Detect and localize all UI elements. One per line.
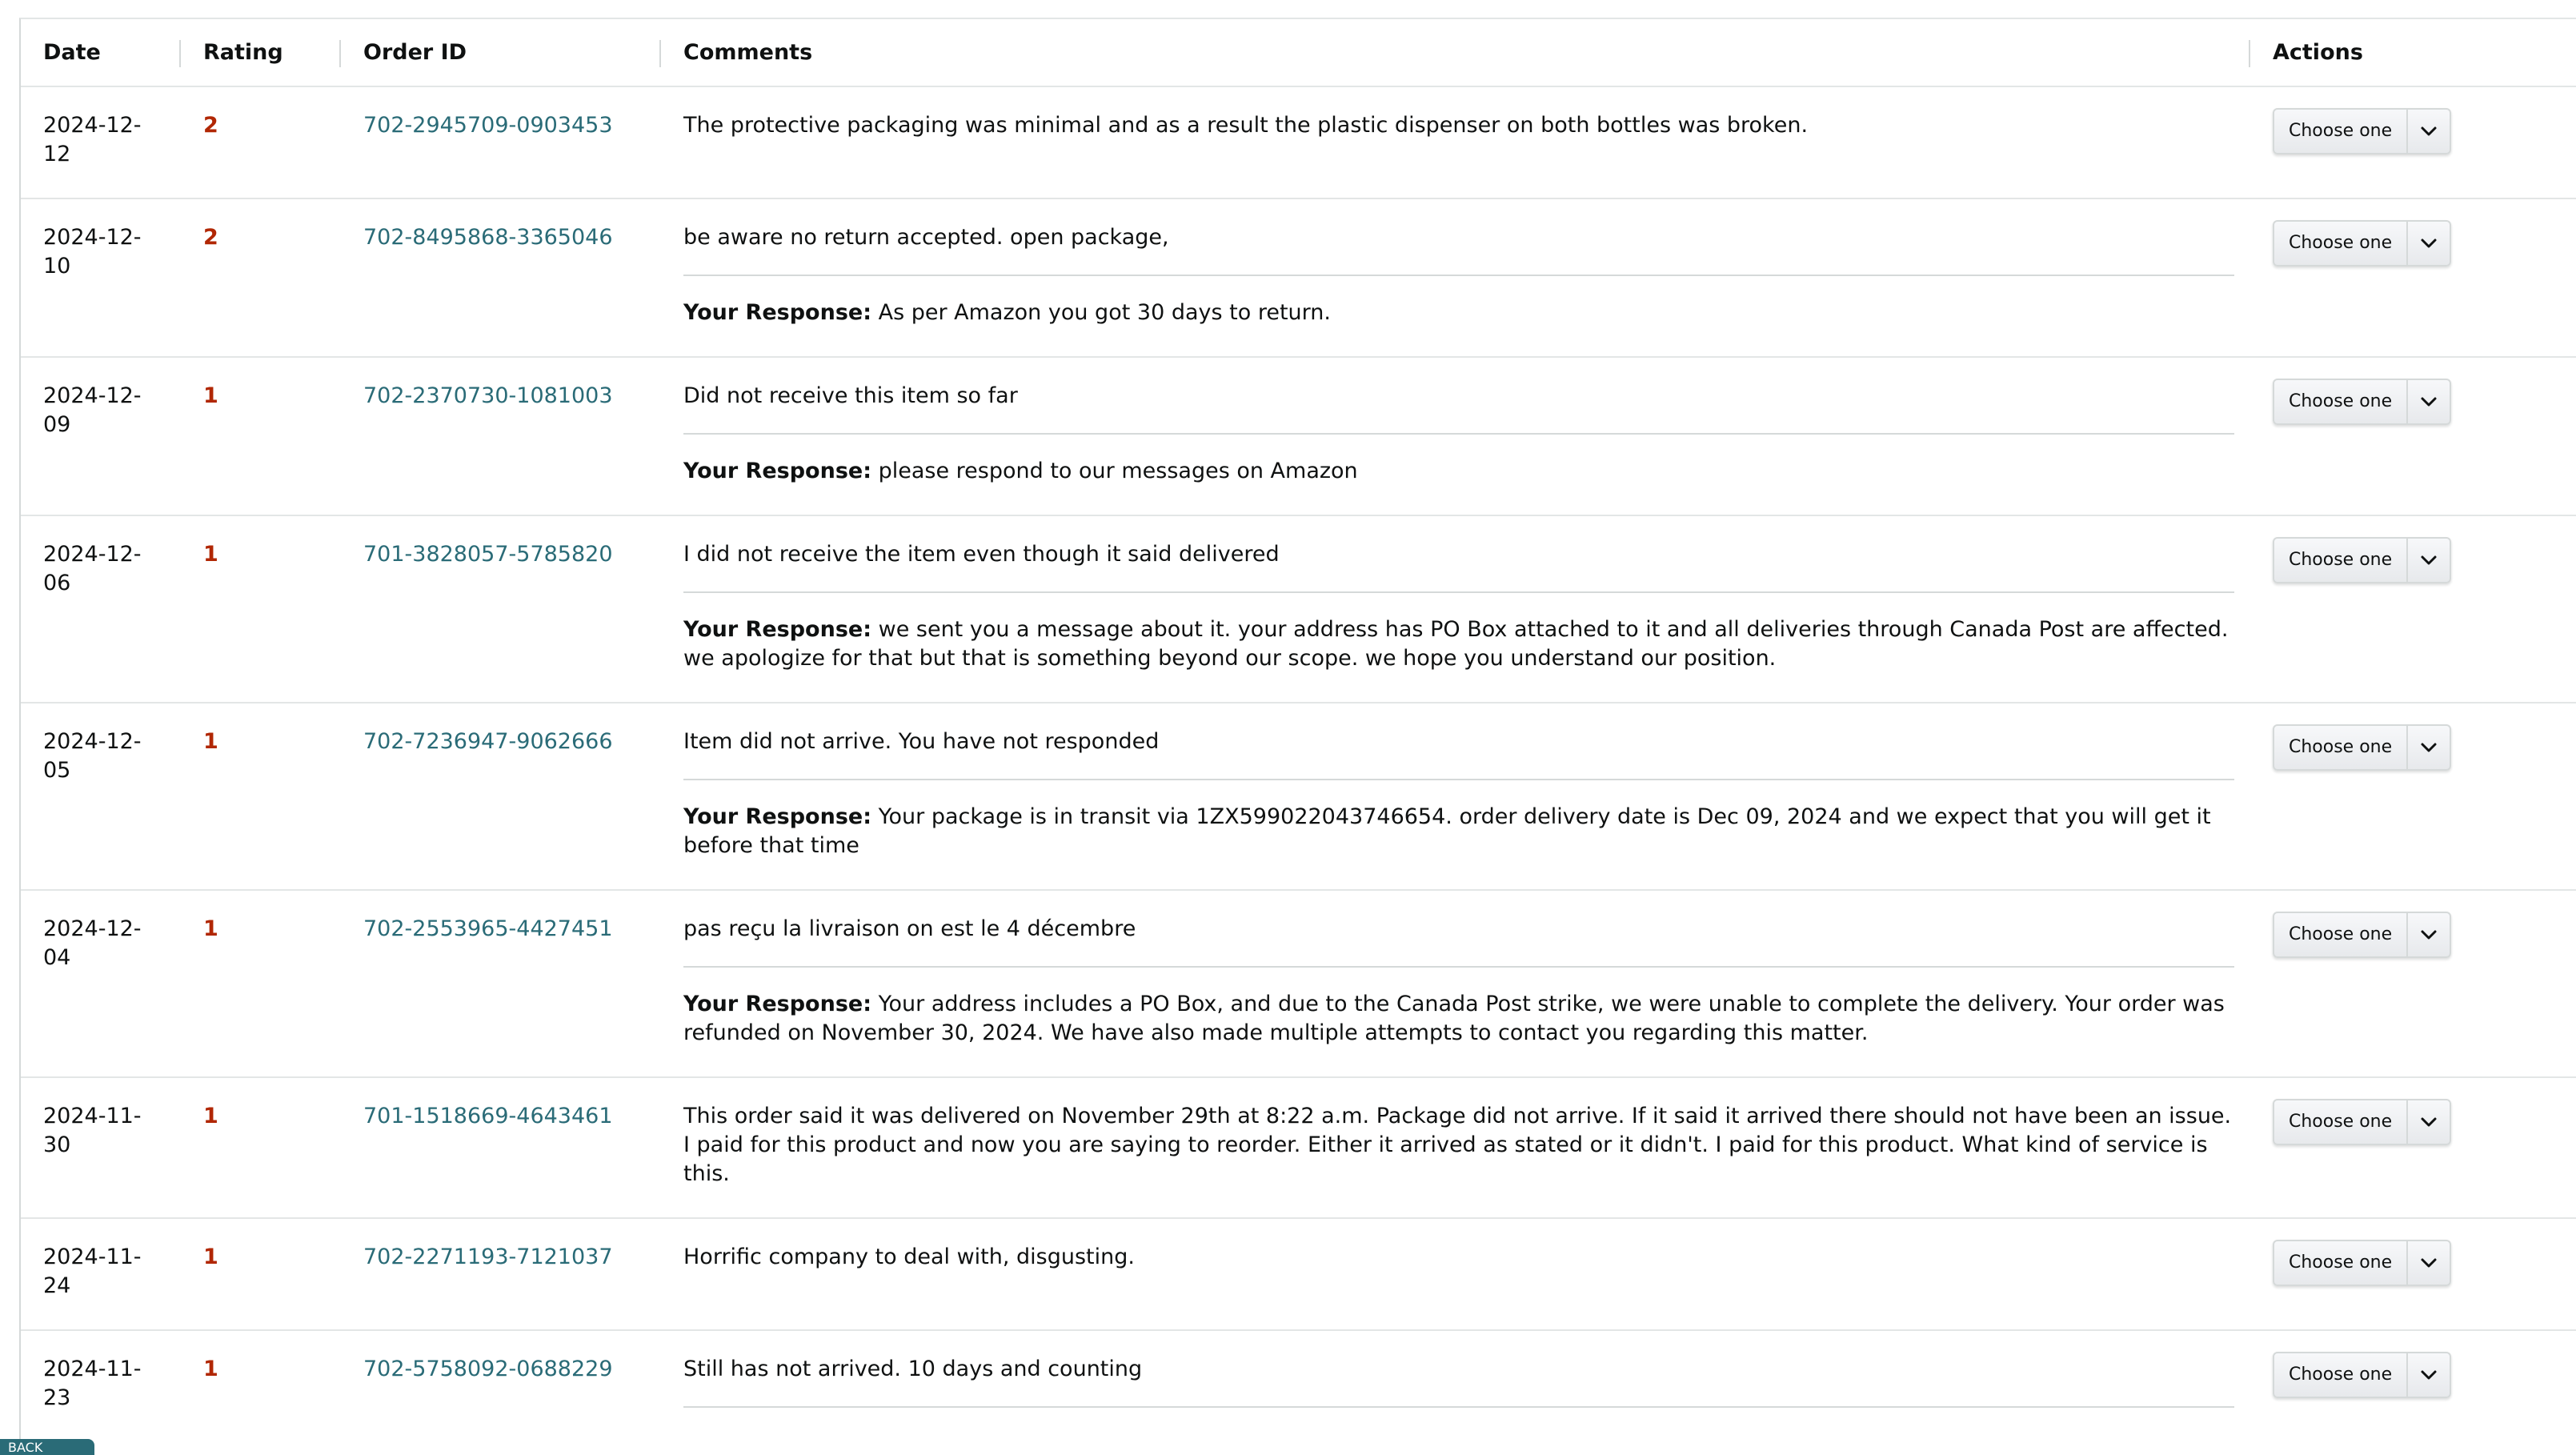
rating-cell: 2 [181,198,341,357]
table-row [21,890,2576,1077]
actions-cell [2250,198,2576,357]
choose-action-dropdown[interactable] [2273,1099,2451,1145]
chevron-down-icon[interactable] [2408,726,2450,769]
table-row [21,357,2576,515]
feedback-table-container [19,18,2576,1453]
table-row [21,1077,2576,1218]
choose-action-dropdown[interactable] [2273,108,2451,154]
choose-one-button[interactable]: Choose one [2274,1353,2408,1397]
column-header-rating[interactable]: Rating [181,19,341,86]
comments-cell [661,1330,2250,1453]
date-cell: 2024-11-23 [21,1330,181,1453]
actions-cell [2250,703,2576,890]
chevron-down-icon[interactable] [2408,380,2450,423]
order-id-link[interactable]: 702-2945709-0903453 [363,113,613,138]
rating-cell: 1 [181,703,341,890]
response-text: please respond to our messages on Amazon [878,459,1358,483]
rating-cell: 2 [181,86,341,198]
comment-text: be aware no return accepted. open package, [683,225,1169,250]
choose-action-dropdown[interactable] [2273,220,2451,267]
chevron-down-icon[interactable] [2408,1100,2450,1144]
seller-response [683,433,2234,486]
chevron-down-icon[interactable] [2408,222,2450,265]
order-id-link[interactable]: 702-2553965-4427451 [363,916,613,941]
choose-one-button[interactable]: Choose one [2274,1100,2408,1144]
response-label: Your Response: [683,617,872,642]
comments-cell [661,1218,2250,1330]
actions-cell [2250,357,2576,515]
chevron-down-icon[interactable] [2408,539,2450,582]
response-text: Your address includes a PO Box, and due to the Canada Post strike, we were unable to complete the delivery. Your order was refunded on November 30, 2024. We have also made multiple attempts to contact you regarding this matter. [683,992,2225,1045]
comments-cell [661,357,2250,515]
comments-cell [661,198,2250,357]
column-header-order-id[interactable]: Order ID [341,19,661,86]
order-id-link[interactable]: 702-2271193-7121037 [363,1245,613,1269]
table-row [21,198,2576,357]
order-id-cell [341,890,661,1077]
date-cell: 2024-12-09 [21,357,181,515]
response-label: Your Response: [683,300,872,325]
response-divider [683,1406,2234,1430]
date-cell: 2024-11-30 [21,1077,181,1218]
back-to-top-tab[interactable]: BACK [0,1439,94,1455]
table-row [21,515,2576,703]
table-row [21,703,2576,890]
chevron-down-icon[interactable] [2408,1353,2450,1397]
order-id-link[interactable]: 701-1518669-4643461 [363,1104,613,1128]
seller-response [683,966,2234,1048]
order-id-cell [341,1077,661,1218]
comments-cell [661,703,2250,890]
order-id-cell [341,198,661,357]
choose-one-button[interactable]: Choose one [2274,913,2408,956]
order-id-cell [341,703,661,890]
seller-response [683,779,2234,860]
column-header-comments: Comments [661,19,2250,86]
order-id-link[interactable]: 702-2370730-1081003 [363,383,613,408]
rating-cell: 1 [181,1218,341,1330]
rating-cell: 1 [181,357,341,515]
actions-cell [2250,1218,2576,1330]
rating-cell: 1 [181,890,341,1077]
comment-text: Item did not arrive. You have not responded [683,729,1160,754]
order-id-link[interactable]: 702-7236947-9062666 [363,729,613,754]
actions-cell [2250,515,2576,703]
rating-cell: 1 [181,1077,341,1218]
actions-cell [2250,1077,2576,1218]
feedback-table [21,19,2576,1453]
chevron-down-icon[interactable] [2408,913,2450,956]
date-cell: 2024-12-12 [21,86,181,198]
choose-action-dropdown[interactable] [2273,724,2451,771]
actions-cell [2250,86,2576,198]
chevron-down-icon[interactable] [2408,110,2450,153]
order-id-cell [341,515,661,703]
table-row [21,1330,2576,1453]
choose-action-dropdown[interactable] [2273,379,2451,425]
date-cell: 2024-12-05 [21,703,181,890]
comment-text: pas reçu la livraison on est le 4 décembre [683,916,1136,941]
order-id-cell [341,1218,661,1330]
date-cell: 2024-12-04 [21,890,181,1077]
column-header-date[interactable]: Date [21,19,181,86]
comments-cell [661,515,2250,703]
date-cell: 2024-11-24 [21,1218,181,1330]
choose-action-dropdown[interactable] [2273,912,2451,958]
choose-one-button[interactable]: Choose one [2274,380,2408,423]
table-header-row [21,19,2576,86]
chevron-down-icon[interactable] [2408,1241,2450,1285]
response-text: As per Amazon you got 30 days to return. [878,300,1331,325]
table-row [21,1218,2576,1330]
date-cell: 2024-12-10 [21,198,181,357]
comment-text: The protective packaging was minimal and as a result the plastic dispenser on both bottles was broken. [683,113,1809,138]
comment-text: Still has not arrived. 10 days and counting [683,1357,1143,1381]
order-id-link[interactable]: 701-3828057-5785820 [363,542,613,567]
choose-one-button[interactable]: Choose one [2274,726,2408,769]
response-label: Your Response: [683,459,872,483]
comments-cell [661,890,2250,1077]
order-id-cell [341,86,661,198]
response-label: Your Response: [683,804,872,829]
choose-one-button[interactable]: Choose one [2274,1241,2408,1285]
rating-cell: 1 [181,1330,341,1453]
actions-cell [2250,1330,2576,1453]
order-id-link[interactable]: 702-8495868-3365046 [363,225,613,250]
choose-action-dropdown[interactable] [2273,537,2451,583]
choose-one-button[interactable]: Choose one [2274,110,2408,153]
actions-cell [2250,890,2576,1077]
column-header-actions: Actions [2250,19,2576,86]
response-text: we sent you a message about it. your address has PO Box attached to it and all deliveries through Canada Post are affected. we apologize for that but that is something beyond our scope. we hope you understand our position. [683,617,2229,671]
comments-cell [661,86,2250,198]
response-text: Your package is in transit via 1ZX599022043746654. order delivery date is Dec 09, 2024 and we expect that you will get it before that time [683,804,2211,858]
table-row [21,86,2576,198]
comment-text: Did not receive this item so far [683,383,1018,408]
choose-action-dropdown[interactable] [2273,1240,2451,1286]
rating-cell: 1 [181,515,341,703]
comment-text: Horrific company to deal with, disgusting. [683,1245,1135,1269]
order-id-link[interactable]: 702-5758092-0688229 [363,1357,613,1381]
comment-text: This order said it was delivered on November 29th at 8:22 a.m. Package did not arrive. If it said it arrived there should not have been an issue. I paid for this product and now you are saying to reorder. Either it arrived as stated or it didn't. I paid for this product. What kind of service is this. [683,1104,2232,1186]
date-cell: 2024-12-06 [21,515,181,703]
order-id-cell [341,357,661,515]
response-label: Your Response: [683,992,872,1016]
choose-action-dropdown[interactable] [2273,1352,2451,1398]
order-id-cell [341,1330,661,1453]
choose-one-button[interactable]: Choose one [2274,539,2408,582]
comments-cell [661,1077,2250,1218]
comment-text: I did not receive the item even though it said delivered [683,542,1280,567]
choose-one-button[interactable]: Choose one [2274,222,2408,265]
seller-response [683,275,2234,327]
seller-response [683,591,2234,673]
